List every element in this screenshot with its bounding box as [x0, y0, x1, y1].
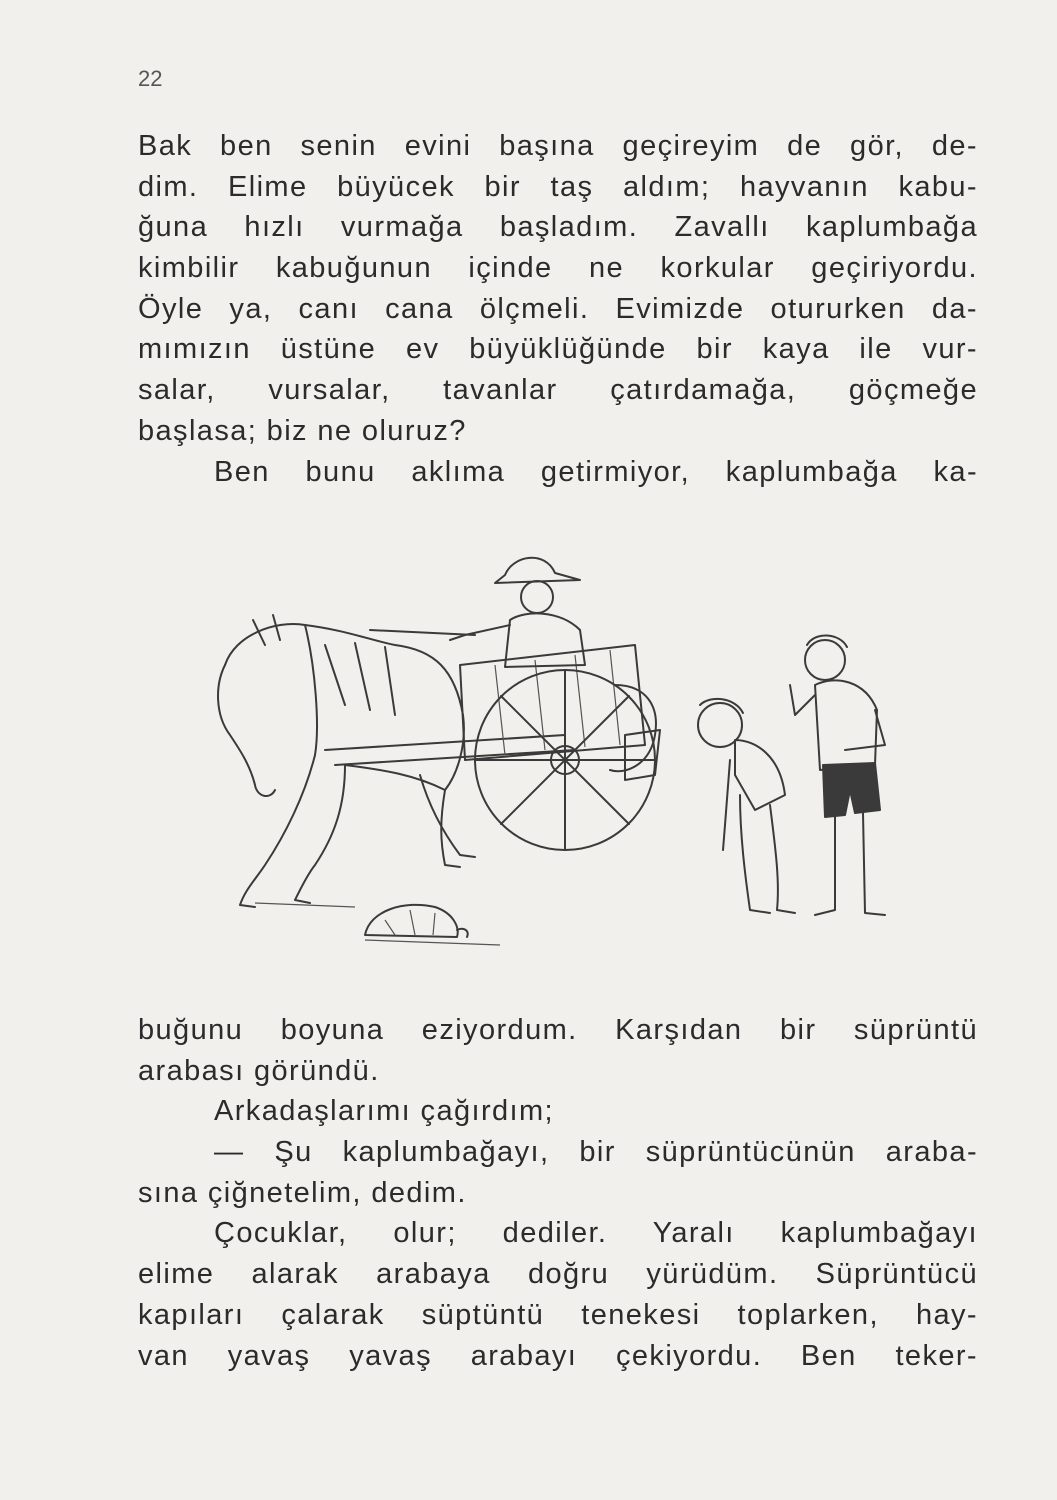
text-line: arabası göründü. — [138, 1054, 380, 1087]
text-line: dim. Elime büyücek bir taş aldım; hayvanın kabu- — [138, 170, 978, 203]
text-line: Öyle ya, canı cana ölçmeli. Evimizde otururken da- — [138, 292, 978, 325]
text-line: — Şu kaplumbağayı, bir süprüntücünün araba- — [214, 1136, 978, 1169]
page-number: 22 — [138, 66, 163, 91]
text-line: başlasa; biz ne oluruz? — [138, 414, 467, 447]
text-line: Ben bunu aklıma getirmiyor, kaplumbağa ka- — [214, 455, 978, 488]
text-line: ğuna hızlı vurmağa başladım. Zavallı kaplumbağa — [138, 211, 978, 244]
text-line: mımızın üstüne ev büyüklüğünde bir kaya ile vur- — [138, 333, 978, 366]
text-line: salar, vursalar, tavanlar çatırdamağa, göçmeğe — [138, 374, 978, 407]
top-paragraph — [138, 126, 978, 492]
text-line: kimbilir kabuğunun içinde ne korkular geçiriyordu. — [138, 252, 978, 285]
text-line: buğunu boyuna eziyordum. Karşıdan bir süprüntü — [138, 1014, 978, 1046]
text-line: van yavaş yavaş arabayı çekiyordu. Ben teker- — [138, 1339, 978, 1372]
text-line: Çocuklar, olur; dediler. Yaralı kaplumbağayı — [214, 1217, 978, 1250]
illustration-drawing — [195, 535, 915, 965]
text-line: Bak ben senin evini başına geçireyim de gör, de- — [138, 130, 978, 162]
text-line: sına çiğnetelim, dedim. — [138, 1176, 467, 1209]
text-line: kapıları çalarak süptüntü tenekesi toplarken, hay- — [138, 1298, 978, 1331]
horse-cart-illustration — [195, 535, 915, 965]
bottom-paragraph — [138, 1010, 978, 1376]
text-line: Arkadaşlarımı çağırdım; — [214, 1095, 555, 1128]
text-line: elime alarak arabaya doğru yürüdüm. Süprüntücü — [138, 1258, 978, 1291]
